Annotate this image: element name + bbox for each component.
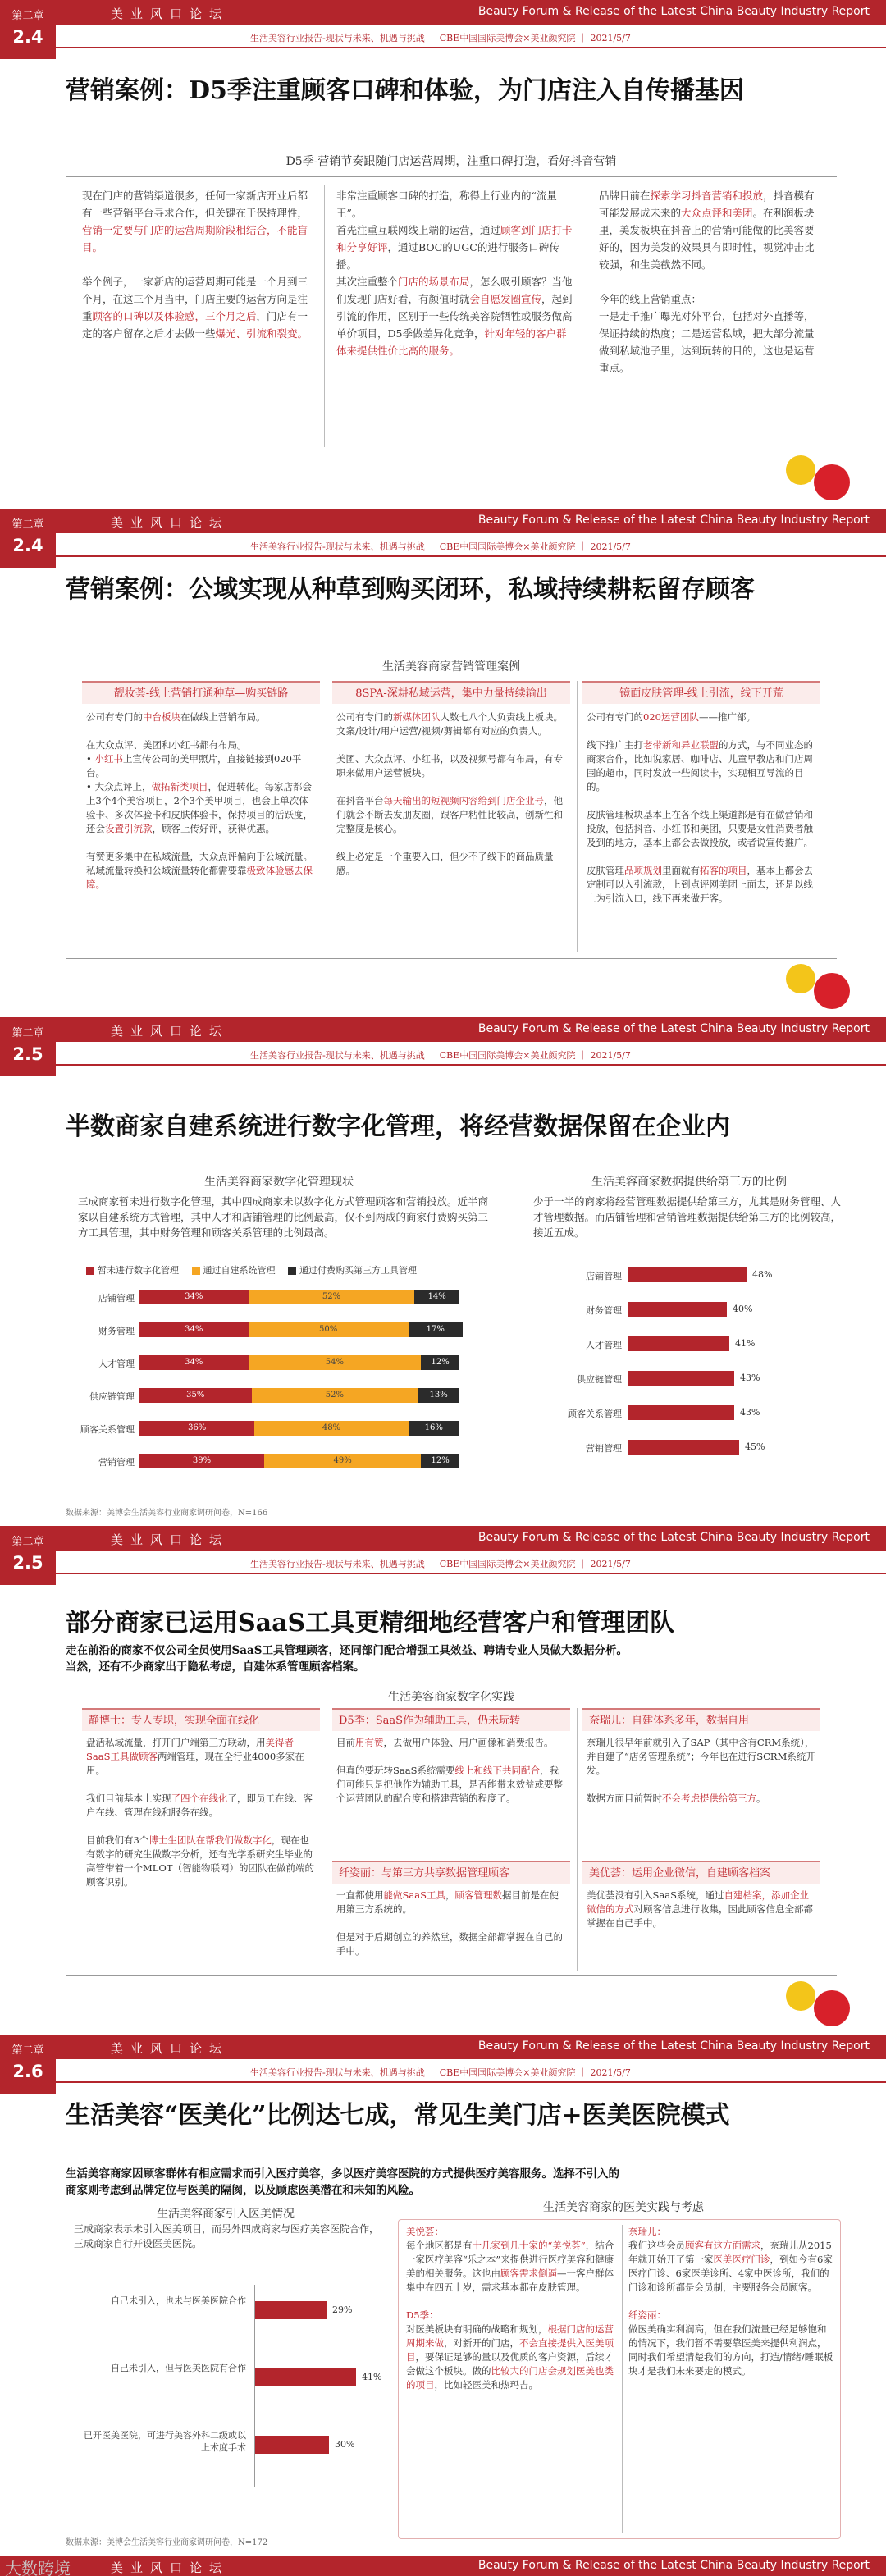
category-label: 顾客关系管理	[80, 1424, 135, 1435]
col-divider	[577, 1708, 578, 1971]
bar	[255, 2301, 327, 2319]
intro-text: 走在前沿的商家不仅公司全员使用SaaS工具管理顾客，还同部门配合增强工具效益、聘请专业人员做大数据分析。 当然，还有不少商家出于隐私考虑，自建体系管理顾客档案。	[66, 1644, 628, 1674]
red-dot	[814, 464, 850, 500]
header-bar	[0, 2035, 886, 2059]
practice-right: 奈瑞儿： 我们这些会员顾客有这方面需求，奈瑞儿从2015年就开始开了第一家医美医疗门诊，到如今有6家医疗门诊、6家医美诊所、4家中医诊所，我们的门诊和诊所都是会员制，主要服务会员顾客。 纤姿丽： 做医美确实利润高，但在我们流量已经足够饱和的情况下，我们暂不需要靠医美来提供利润点，同时我们希望清楚我们的方向，打造/情绪/睡眠板块才是我们未来要走的模式。	[628, 2226, 833, 2377]
practice-column-2: 目前用有赞，去做用户体验、用户画像和消费报告。 但真的要玩转SaaS系统需要线上和线下共同配合，我们可能只是把他作为辅助工具，是否能带来效益或要整个运营团队的配合度和搭建营销的程度了。	[336, 1737, 563, 1804]
bar	[628, 1405, 734, 1420]
forum-en: Beauty Forum & Release of the Latest China Beauty Industry Report	[477, 1022, 870, 1035]
practice-column-4: 奈瑞儿很早年前就引入了SAP（其中含有CRM系统），并自建了“店务管理系统”；今年也在进行SCRM系统开发。 数据方面目前暂时不会考虑提供给第三方。	[587, 1737, 815, 1804]
divider	[66, 1975, 837, 1976]
col-divider	[622, 2225, 623, 2533]
case-column-1: 公司有专门的中台板块在做线上营销布局。 在大众点评、美团和小红书都有布局。 • 小红书上宣传公司的美甲照片，直接链接到020平台。 • 大众点评上，做拓新类项目，促进转化。每家店都会上3个4个美容项目，2个3个美甲项目，也会上单次体验卡、多次体验卡和皮肤体验卡，保持项目的活跃度，还会设置引流款，顾客上传好评，获得优惠。 有赞更多集中在私域流量，大众点评偏向于公域流量。私域流量转换和公域流量转化都需要靠极致体验感去保障。	[86, 711, 313, 890]
bar-segment: 49%	[264, 1454, 421, 1468]
practice-left: 美悦荟： 每个地区都是有十几家到几十家的“美悦荟”，结合一家医疗美容“乐之本”来提供进行医疗美容和健康美的相关服务。这也由顾客需求倒逼—一客户群体集中在四五十岁，需求基本都在皮肤管理。 D5季： 对医美板块有明确的战略和规划，根据门店的运营周期来做，对新开的门店，不会直接提供入医美项目，要保证足够的量以及优质的客户资源，后续才会做这个板块。做的比较大的门店会规划医美也类的项目，比如轻医美和热玛吉。	[406, 2226, 614, 2391]
category-label: 营销管理	[98, 1457, 135, 1468]
bar-segment: 14%	[414, 1290, 459, 1304]
red-dot	[814, 973, 850, 1009]
chart-left-desc: 三成商家表示未引入医美项目，而另外四成商家与医疗美容医院合作，三成商家自行开设医美医院。	[74, 2223, 380, 2249]
slide-3	[0, 1017, 886, 1519]
category-label: 供应链管理	[89, 1391, 135, 1402]
practice-column-5: 美优荟没有引入SaaS系统，通过自建档案，添加企业微信的方式对顾客信息进行收集，因此顾客信息全部都掌握在自己手中。	[587, 1889, 813, 1929]
value-label: 45%	[745, 1441, 765, 1452]
page-title: 营销案例：公域实现从种草到购买闭环，私域持续耕耘留存顾客	[66, 575, 755, 604]
practice-column-1: 盘活私域流量，打开门户端第三方联动，用美得者SaaS工具做顾客两端管理，现在全行业4000多家在用。 我们目前基本上实现了四个在线化了，即员工在线、客户在线、管理在线和服务在线。 目前我们有3个博士生团队在帮我们做数字化，现在也有数字的研究生做数字分析，还有光学系研究生毕业的高管带着一个MLOT（智能物联网）的团队在做前端的顾客识别。	[86, 1737, 315, 1888]
bar	[255, 2436, 329, 2454]
category-label: 人才管理	[586, 1340, 622, 1350]
report-subtitle: 生活美容行业报告-现状与未来、机遇与挑战 ｜ CBE中国国际美博会×美业颜究院 ｜ 2021/5/7	[250, 541, 631, 552]
forum-name: 美业风口论坛	[111, 7, 230, 21]
value-label: 43%	[740, 1407, 760, 1418]
bar-segment: 12%	[421, 1355, 459, 1370]
chapter-badge	[0, 1526, 56, 1585]
category-label: 店铺管理	[98, 1293, 135, 1304]
category-label: 供应链管理	[577, 1374, 622, 1385]
case-column-3: 公司有专门的020运营团队——推广部。 线下推广主打老带新和异业联盟的方式，与不同业态的商家合作，比如说家居、咖啡店、儿童早教店和门店周围的超市，同时发放一些阅读卡，实现相互导流的目的。 皮肤管理板块基本上在各个线上渠道都是有在做营销和投放，包括抖音、小红书和美团，只要是女性消费者触及到的地方，基本上都会去做投放，或者说宣传推广。 皮肤管理品项规划里面就有拓客的项目，基本上都会去定制可以入引流款，上到点评网美团上面去，还是以线上为引流入口，线下再来做开客。	[587, 711, 813, 904]
category-label: 已开医美医院，可进行美容外科二级或以上术度手术	[84, 2430, 246, 2453]
bar-segment: 39%	[139, 1454, 264, 1468]
practice-header-3: 纤姿丽：与第三方共享数据管理顾客	[332, 1861, 570, 1884]
page-title: 生活美容“医美化”比例达七成，常见生美门店+医美医院模式	[66, 2101, 730, 2130]
chapter-badge	[0, 1017, 56, 1076]
bar-segment: 34%	[139, 1355, 249, 1370]
header-bar	[0, 509, 886, 533]
column-3: 品牌目前在探索学习抖音营销和投放，抖音模有可能发展成未来的大众点评和美团。在利润板块里，美发板块在抖音上的营销可能做的比美容要好的，因为美发的效果具有即时性，视觉冲击比较强，和生美截然不同。 今年的线上营销重点： 一是走千推广曝光对外平台，包括对外直播等，保证持续的热度；二是运营私域，把大部分流量做到私域池子里，达到玩转的目的，这也是运营重点。	[599, 190, 815, 374]
chapter-label: 第二章	[11, 1536, 44, 1548]
yellow-dot	[786, 455, 815, 485]
divider	[66, 176, 837, 177]
case-column-2: 公司有专门的新媒体团队人数七八个人负责线上板块。文案/设计/用户运营/视频/剪辑都有对应的负责人。 美团、大众点评、小红书，以及视频号都有布局，有专职来做用户运营板块。 在抖音平台每天输出的短视频内容给到门店企业号，他们就会不断去发朋友圈，跟客户粘性比较高，创新性和完整度是核心。 线上必定是一个重要入口，但少不了线下的商品质量感。	[336, 711, 563, 876]
practice-header-5: 美优荟：运用企业微信，自建顾客档案	[582, 1861, 820, 1884]
value-label: 43%	[740, 1372, 760, 1383]
legend-swatch	[86, 1267, 94, 1275]
bar	[628, 1336, 729, 1351]
chapter-label: 第二章	[11, 518, 44, 531]
axis-line	[254, 2285, 255, 2487]
red-divider	[56, 47, 886, 48]
bar-segment: 52%	[252, 1388, 418, 1403]
chapter-number: 2.4	[12, 536, 43, 555]
bar-segment: 35%	[139, 1388, 252, 1403]
report-subtitle: 生活美容行业报告-现状与未来、机遇与挑战 ｜ CBE中国国际美博会×美业颜究院 ｜ 2021/5/7	[250, 33, 631, 43]
slide-2	[0, 509, 886, 1011]
red-divider	[56, 2081, 886, 2083]
yellow-dot	[786, 964, 815, 993]
bar-segment: 12%	[421, 1454, 459, 1468]
data-source: 数据来源：美博会生活美容行业商家调研问卷，N=166	[66, 1509, 268, 1518]
page-title: 部分商家已运用SaaS工具更精细地经营客户和管理团队	[66, 1609, 675, 1637]
divider	[66, 958, 837, 959]
category-label: 顾客关系管理	[568, 1409, 622, 1419]
forum-name: 美业风口论坛	[111, 515, 230, 530]
report-subtitle: 生活美容行业报告-现状与未来、机遇与挑战 ｜ CBE中国国际美博会×美业颜究院 ｜ 2021/5/7	[250, 2067, 631, 2078]
forum-en: Beauty Forum & Release of the Latest China Beauty Industry Report	[477, 2559, 870, 2572]
chart-right-title: 生活美容商家数据提供给第三方的比例	[591, 1176, 787, 1189]
header-bar	[0, 0, 886, 25]
bar-segment: 34%	[139, 1290, 249, 1304]
intro-text: 生活美容商家因顾客群体有相应需求而引入医疗美容，多以医疗美容医院的方式提供医疗美容服务。选择不引入的 商家则考虑到品牌定位与医美的隔阂，以及顾虑医美潜在和未知的风险。	[66, 2167, 619, 2197]
footer-bar	[0, 2556, 886, 2576]
bar-segment: 34%	[139, 1322, 249, 1337]
value-label: 41%	[735, 1338, 756, 1349]
slide-4	[0, 1526, 886, 2028]
bar	[628, 1267, 747, 1282]
value-label: 30%	[335, 2439, 355, 2450]
bar-segment: 17%	[409, 1322, 463, 1337]
category-label: 人才管理	[98, 1359, 135, 1369]
header-bar	[0, 1526, 886, 1551]
legend-swatch	[192, 1267, 200, 1275]
chapter-badge	[0, 509, 56, 568]
chart-left-title: 生活美容商家引入医美情况	[157, 2208, 295, 2221]
slide-1	[0, 0, 886, 502]
case-header-2: 8SPA-深耕私域运营，集中力量持续输出	[332, 681, 570, 704]
chart-left-desc: 三成商家暂未进行数字化管理，其中四成商家未以数字化方式管理顾客和营销投放。近半商家以自建系统方式管理，其中人才和店铺管理的比例最高，仅不到两成的商家付费购买第三方工具管理，其中财务管理和顾客关系管理的比例最高。	[78, 1195, 489, 1239]
content-title: 生活美容商家数字化实践	[388, 1691, 514, 1704]
case-header-3: 镜面皮肤管理-线上引流，线下开荒	[582, 681, 820, 704]
category-label: 自己未引入，也未与医美医院合作	[111, 2295, 246, 2306]
chapter-number: 2.4	[12, 27, 43, 47]
chart-legend: 暂未进行数字化管理 通过自建系统管理 通过付费购买第三方工具管理	[86, 1263, 417, 1277]
value-label: 29%	[332, 2304, 353, 2315]
page-title: 营销案例：D5季注重顾客口碑和体验，为门店注入自传播基因	[66, 76, 744, 105]
chart-right-title: 生活美容商家的医美实践与考虑	[543, 2201, 704, 2214]
data-source: 数据来源：美博会生活美容行业商家调研问卷，N=172	[66, 2538, 268, 2547]
bar-segment: 52%	[249, 1290, 415, 1304]
chart-left-title: 生活美容商家数字化管理现状	[204, 1176, 354, 1189]
chapter-badge	[0, 2035, 56, 2094]
slide-5	[0, 2035, 886, 2576]
value-label: 48%	[752, 1269, 773, 1280]
bar-segment: 13%	[418, 1388, 459, 1403]
chapter-number: 2.5	[12, 1553, 43, 1573]
watermark-logo: 大数跨境	[5, 2559, 71, 2576]
bar	[628, 1440, 739, 1455]
chart-right-desc: 少于一半的商家将经营管理数据提供给第三方，尤其是财务管理、人才管理数据。而店铺管理和营销管理数据提供给第三方的比例较高，接近五成。	[533, 1195, 842, 1239]
chapter-label: 第二章	[11, 2044, 44, 2057]
legend-swatch	[288, 1267, 296, 1275]
category-label: 财务管理	[98, 1326, 135, 1336]
header-bar	[0, 1017, 886, 1042]
bar-segment: 48%	[254, 1421, 408, 1436]
practice-column-3: 一直都使用能做SaaS工具，顾客管理数据目前是在使用第三方系统的。 但是对于后期创立的养然堂，数据全部都掌握在自己的手中。	[336, 1889, 563, 1957]
category-label: 营销管理	[586, 1443, 622, 1454]
bar-segment: 36%	[139, 1421, 254, 1436]
value-label: 41%	[362, 2372, 382, 2382]
content-title: D5季-营销节奏跟随门店运营周期，注重口碑打造，看好抖音营销	[285, 155, 617, 168]
report-subtitle: 生活美容行业报告-现状与未来、机遇与挑战 ｜ CBE中国国际美博会×美业颜究院 ｜ 2021/5/7	[250, 1050, 631, 1061]
bar	[628, 1371, 734, 1386]
red-dot	[814, 1990, 850, 2026]
chapter-number: 2.5	[12, 1044, 43, 1064]
yellow-dot	[786, 1981, 815, 2011]
red-divider	[56, 1064, 886, 1066]
forum-name: 美业风口论坛	[111, 1024, 230, 1039]
case-header-1: 靓妆荟-线上营销打通种草—购买链路	[82, 681, 320, 704]
forum-en: Beauty Forum & Release of the Latest China Beauty Industry Report	[477, 5, 870, 18]
red-divider	[56, 1573, 886, 1574]
chapter-label: 第二章	[11, 1027, 44, 1039]
column-2: 非常注重顾客口碑的打造，称得上行业内的“流量王”。 首先注重互联网线上端的运营，通过顾客到门店打卡和分享好评，通过BOC的UGC的进行服务口碑传播。 其次注重整个门店的场景布局，怎么吸引顾客？当他们发现门店好看，有颜值时就会自愿发圈宣传，起到引流的作用，区别于一些传统美容院牺牲或服务做高单价项目，D5季做差异化竞争，针对年轻的客户群体来提供性价比高的服务。	[336, 190, 573, 357]
forum-name: 美业风口论坛	[111, 1532, 230, 1547]
forum-en: Beauty Forum & Release of the Latest China Beauty Industry Report	[477, 2039, 870, 2053]
bar-segment: 16%	[409, 1421, 459, 1436]
category-label: 自己未引入，但与医美医院有合作	[111, 2363, 246, 2373]
practice-header-4: 奈瑞儿：自建体系多年，数据自用	[582, 1708, 820, 1731]
col-divider	[577, 681, 578, 952]
forum-en: Beauty Forum & Release of the Latest China Beauty Industry Report	[477, 514, 870, 527]
report-subtitle: 生活美容行业报告-现状与未来、机遇与挑战 ｜ CBE中国国际美博会×美业颜究院 ｜ 2021/5/7	[250, 1559, 631, 1569]
forum-name: 美业风口论坛	[111, 2041, 230, 2056]
practice-header-2: D5季：SaaS作为辅助工具，仍未玩转	[332, 1708, 570, 1731]
category-label: 财务管理	[586, 1305, 622, 1316]
chapter-number: 2.6	[12, 2062, 43, 2081]
chapter-badge	[0, 0, 56, 59]
column-1: 现在门店的营销渠道很多，任何一家新店开业后都有一些营销平台寻求合作，但关键在于保持理性，营销一定要与门店的运营周期阶段相结合，不能盲目。 举个例子，一家新店的运营周期可能是一个月到三个月，在这三个月当中，门店主要的运营方向是注重顾客的口碑以及体验感，三个月之后，门店有一定的客户留存之后才去做一些爆光、引流和裂变。	[82, 190, 308, 340]
chapter-label: 第二章	[11, 10, 44, 22]
practice-header-1: 静博士：专人专职，实现全面在线化	[82, 1708, 320, 1731]
red-divider	[56, 555, 886, 557]
bar-segment: 50%	[249, 1322, 409, 1337]
col-divider	[324, 185, 325, 447]
forum-name: 美业风口论坛	[111, 2560, 230, 2575]
bar	[628, 1302, 727, 1317]
page-title: 半数商家自建系统进行数字化管理，将经营数据保留在企业内	[66, 1112, 730, 1141]
content-title: 生活美容商家营销管理案例	[382, 660, 520, 674]
bar-segment: 54%	[249, 1355, 422, 1370]
bar	[255, 2368, 356, 2386]
value-label: 40%	[733, 1304, 753, 1314]
category-label: 店铺管理	[586, 1271, 622, 1281]
forum-en: Beauty Forum & Release of the Latest China Beauty Industry Report	[477, 1531, 870, 1544]
